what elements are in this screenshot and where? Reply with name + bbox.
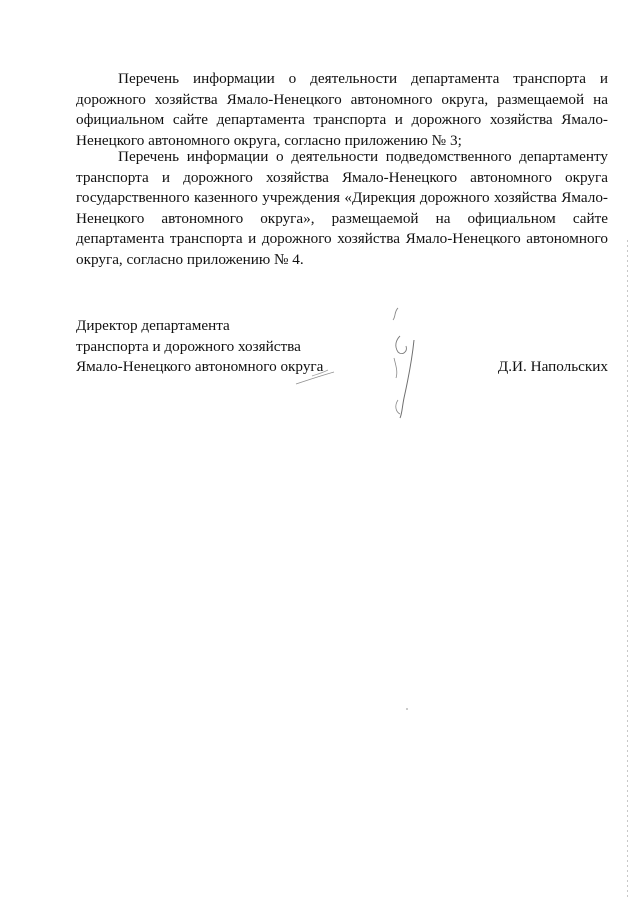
handwritten-signature [290,300,440,430]
signatory-title-line: транспорта и дорожного хозяйства [76,337,301,355]
paragraph-appendix-3: Перечень информации о деятельности департамента транспорта и дорожного хозяйства Ямало-Ненецкого автономного округа, размещаемой на официальном сайте департамента транспорта и дорожного хозяйства Ямало-Ненецкого автономного округа, согласно приложению № 3; [76,70,608,149]
scan-edge-line [627,240,628,900]
scan-speck [406,708,408,710]
signatory-title-line: Ямало-Ненецкого автономного округа [76,358,324,375]
paragraph-appendix-4: Перечень информации о деятельности подведомственного департаменту транспорта и дорожного хозяйства Ямало-Ненецкого автономного округа государственного казенного учреждения «Дирекция дорожного хозяйства Ямало-Ненецкого автономного округа», размещаемой на официальном сайте департамента транспорта и дорожного хозяйства Ямало-Ненецкого автономного округа, согласно приложению № 4. [76,148,608,268]
signatory-name: Д.И. Напольских [497,358,608,375]
signatory-title-line: Директор департамента [76,317,230,334]
